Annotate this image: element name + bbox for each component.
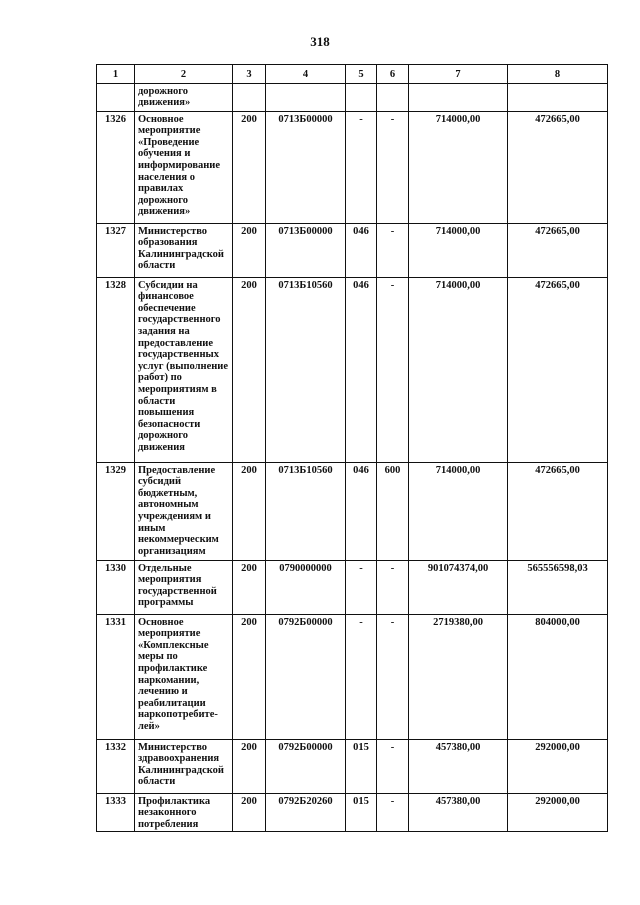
row-number-cell: 1332 — [97, 739, 135, 793]
column-header: 8 — [508, 65, 608, 84]
table-row — [97, 223, 608, 277]
table-row — [97, 793, 608, 832]
amount-column-8-cell: 292000,00 — [508, 739, 608, 793]
column-6-cell — [377, 83, 409, 111]
column-5-cell: - — [346, 560, 377, 614]
amount-column-8-cell: 472665,00 — [508, 111, 608, 223]
column-6-cell: 600 — [377, 462, 409, 560]
row-name-cell: Основное мероприятие «Комплексные меры по профилактике наркомании, лечению и реабилитации наркопотребите- лей» — [135, 614, 233, 739]
target-code-cell — [266, 83, 346, 111]
page-number: 318 — [310, 34, 330, 49]
row-name-cell: Субсидии на финансовое обеспечение государственного задания на предоставление государственных услуг (выполнение работ) по мероприятиям в области повышения безопасности дорожного движения — [135, 277, 233, 462]
column-5-cell — [346, 83, 377, 111]
budget-table — [96, 64, 608, 832]
amount-column-7-cell: 2719380,00 — [409, 614, 508, 739]
column-6-cell: - — [377, 223, 409, 277]
row-name-cell: Отдельные мероприятия государственной программы — [135, 560, 233, 614]
table-row — [97, 83, 608, 111]
column-5-cell: 046 — [346, 223, 377, 277]
table-row — [97, 614, 608, 739]
amount-column-7-cell: 901074374,00 — [409, 560, 508, 614]
column-5-cell: - — [346, 111, 377, 223]
target-code-cell: 0713Б00000 — [266, 111, 346, 223]
amount-column-8-cell: 472665,00 — [508, 223, 608, 277]
target-code-cell: 0792Б00000 — [266, 614, 346, 739]
row-number-cell: 1329 — [97, 462, 135, 560]
column-header: 7 — [409, 65, 508, 84]
target-code-cell: 0713Б10560 — [266, 462, 346, 560]
target-code-cell: 0792Б20260 — [266, 793, 346, 832]
column-header: 4 — [266, 65, 346, 84]
target-code-cell: 0792Б00000 — [266, 739, 346, 793]
amount-column-7-cell: 714000,00 — [409, 462, 508, 560]
column-header: 6 — [377, 65, 409, 84]
column-header: 1 — [97, 65, 135, 84]
table-row — [97, 111, 608, 223]
amount-column-7-cell: 714000,00 — [409, 223, 508, 277]
amount-column-7-cell: 714000,00 — [409, 111, 508, 223]
column-6-cell: - — [377, 793, 409, 832]
column-3-cell: 200 — [233, 793, 266, 832]
amount-column-7-cell: 457380,00 — [409, 793, 508, 832]
row-number-cell: 1327 — [97, 223, 135, 277]
column-3-cell — [233, 83, 266, 111]
column-header: 2 — [135, 65, 233, 84]
column-3-cell: 200 — [233, 462, 266, 560]
column-6-cell: - — [377, 739, 409, 793]
amount-column-8-cell: 565556598,03 — [508, 560, 608, 614]
column-5-cell: 015 — [346, 739, 377, 793]
column-5-cell: 046 — [346, 277, 377, 462]
column-3-cell: 200 — [233, 614, 266, 739]
column-3-cell: 200 — [233, 739, 266, 793]
amount-column-8-cell: 804000,00 — [508, 614, 608, 739]
column-header: 3 — [233, 65, 266, 84]
table-row — [97, 462, 608, 560]
row-name-cell: Предоставление субсидий бюджетным, автономным учреждениям и иным некоммерческим организациям — [135, 462, 233, 560]
row-number-cell: 1326 — [97, 111, 135, 223]
table-row — [97, 277, 608, 462]
table-row — [97, 739, 608, 793]
column-6-cell: - — [377, 111, 409, 223]
column-6-cell: - — [377, 277, 409, 462]
target-code-cell: 0713Б00000 — [266, 223, 346, 277]
row-name-cell: Профилактика незаконного потребления — [135, 793, 233, 832]
column-3-cell: 200 — [233, 560, 266, 614]
column-3-cell: 200 — [233, 223, 266, 277]
amount-column-7-cell: 457380,00 — [409, 739, 508, 793]
row-name-cell: Министерство образования Калининградской области — [135, 223, 233, 277]
amount-column-8-cell — [508, 83, 608, 111]
row-name-cell: Министерство здравоохранения Калининградской области — [135, 739, 233, 793]
column-5-cell: 046 — [346, 462, 377, 560]
column-3-cell: 200 — [233, 111, 266, 223]
row-number-cell: 1328 — [97, 277, 135, 462]
row-number-cell: 1333 — [97, 793, 135, 832]
table-row — [97, 560, 608, 614]
amount-column-8-cell: 472665,00 — [508, 277, 608, 462]
row-name-cell: дорожного движения» — [135, 83, 233, 111]
amount-column-8-cell: 292000,00 — [508, 793, 608, 832]
target-code-cell: 0713Б10560 — [266, 277, 346, 462]
column-3-cell: 200 — [233, 277, 266, 462]
column-header: 5 — [346, 65, 377, 84]
amount-column-7-cell — [409, 83, 508, 111]
table-body — [97, 83, 608, 832]
amount-column-7-cell: 714000,00 — [409, 277, 508, 462]
column-5-cell: 015 — [346, 793, 377, 832]
row-number-cell: 1331 — [97, 614, 135, 739]
target-code-cell: 0790000000 — [266, 560, 346, 614]
amount-column-8-cell: 472665,00 — [508, 462, 608, 560]
row-name-cell: Основное мероприятие «Проведение обучения и информирование населения о правилах дорожного движения» — [135, 111, 233, 223]
row-number-cell: 1330 — [97, 560, 135, 614]
column-6-cell: - — [377, 560, 409, 614]
column-5-cell: - — [346, 614, 377, 739]
row-number-cell — [97, 83, 135, 111]
column-6-cell: - — [377, 614, 409, 739]
header-row — [97, 65, 608, 84]
